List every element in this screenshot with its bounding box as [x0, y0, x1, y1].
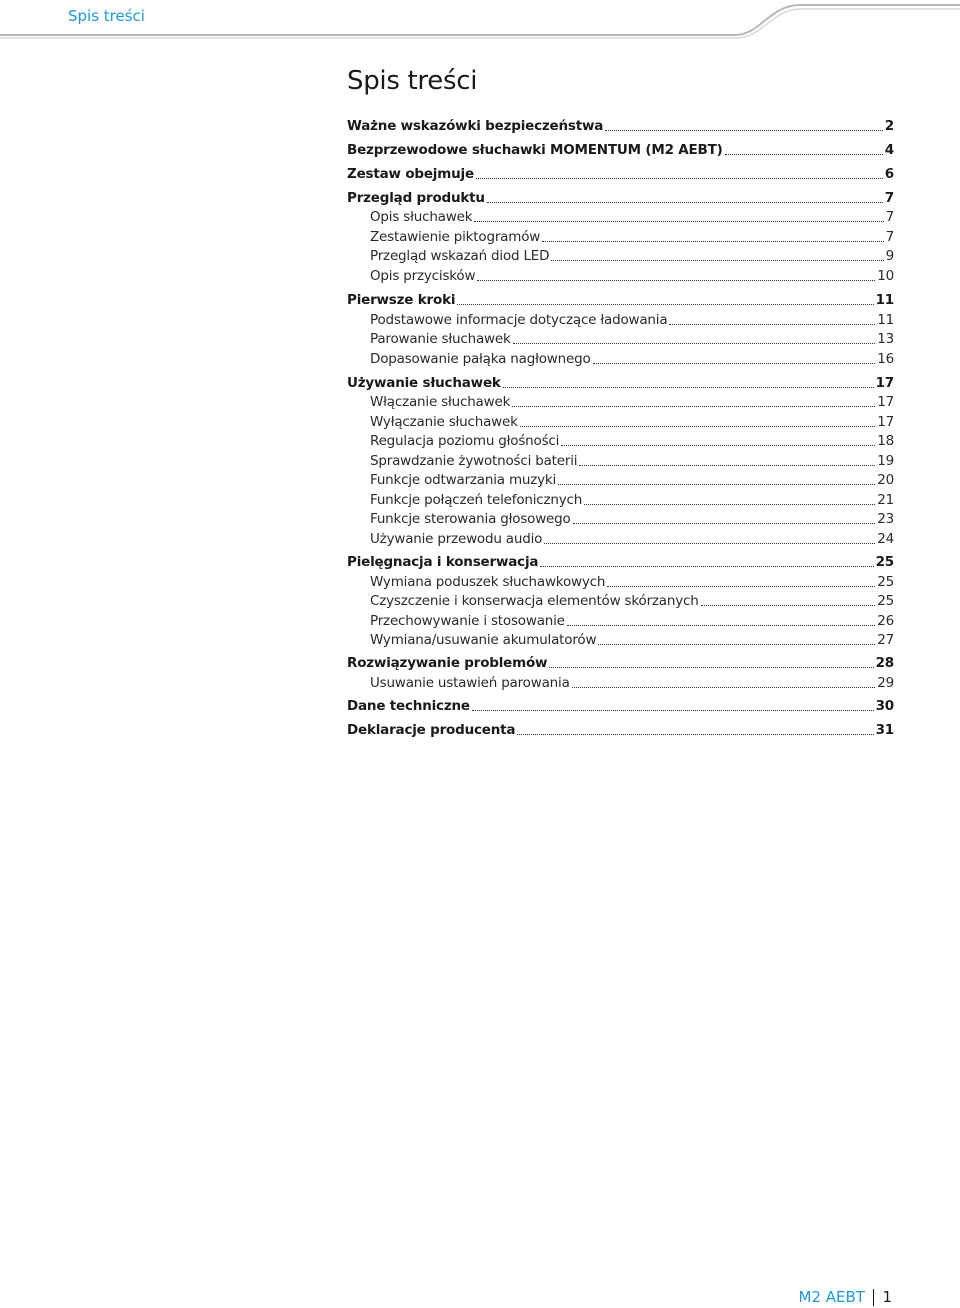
toc-entry-label: Wymiana poduszek słuchawkowych	[370, 574, 606, 590]
toc-entry-label: Funkcje odtwarzania muzyki	[370, 472, 557, 488]
toc-entry[interactable]	[347, 290, 894, 310]
toc-entry-page: 11	[877, 312, 894, 328]
toc-entry[interactable]	[370, 329, 894, 349]
toc-entry[interactable]	[370, 392, 894, 412]
toc-entry-label: Dopasowanie pałąka nagłownego	[370, 351, 591, 367]
toc-dot-leader	[544, 542, 875, 544]
toc-entry[interactable]	[370, 227, 894, 247]
toc-entry[interactable]	[347, 552, 894, 572]
toc-entry[interactable]	[370, 412, 894, 432]
toc-dot-leader	[701, 604, 876, 606]
toc-entry-label: Podstawowe informacje dotyczące ładowania	[370, 312, 668, 328]
toc-entry-page: 2	[884, 118, 894, 134]
toc-entry-label: Przegląd wskazań diod LED	[370, 248, 550, 264]
page-title: Spis treści	[347, 66, 478, 96]
toc-entry-page: 7	[885, 229, 894, 245]
toc-entry[interactable]	[370, 310, 894, 330]
toc-dot-leader	[549, 666, 873, 668]
toc-entry-label: Wymiana/usuwanie akumulatorów	[370, 632, 597, 648]
toc-entry-page: 4	[884, 142, 894, 158]
toc-dot-leader	[472, 709, 874, 711]
toc-entry[interactable]	[347, 140, 894, 160]
toc-entry-page: 9	[885, 248, 894, 264]
toc-entry[interactable]	[370, 349, 894, 369]
toc-entry-page: 23	[877, 511, 894, 527]
toc-entry-page: 7	[884, 190, 894, 206]
toc-dot-leader	[605, 129, 883, 131]
toc-dot-leader	[520, 425, 875, 427]
toc-entry[interactable]	[370, 246, 894, 266]
toc-entry-page: 21	[877, 492, 894, 508]
toc-dot-leader	[540, 565, 873, 567]
toc-entry-label: Regulacja poziomu głośności	[370, 433, 560, 449]
toc-entry-page: 18	[877, 433, 894, 449]
toc-entry[interactable]	[370, 431, 894, 451]
toc-entry[interactable]	[370, 673, 894, 693]
toc-entry-label: Zestaw obejmuje	[347, 166, 474, 182]
toc-entry-label: Włączanie słuchawek	[370, 394, 511, 410]
toc-entry[interactable]	[370, 591, 894, 611]
toc-entry-label: Zestawienie piktogramów	[370, 229, 541, 245]
toc-entry-page: 25	[877, 593, 894, 609]
toc-dot-leader	[567, 624, 875, 626]
toc-entry-page: 27	[877, 632, 894, 648]
toc-dot-leader	[725, 153, 883, 155]
toc-dot-leader	[517, 733, 873, 735]
toc-dot-leader	[669, 323, 875, 325]
toc-entry-page: 17	[877, 394, 894, 410]
toc-entry-page: 19	[877, 453, 894, 469]
toc-entry-page: 25	[875, 554, 894, 570]
toc-entry-label: Pielęgnacja i konserwacja	[347, 554, 539, 570]
toc-entry-page: 31	[875, 722, 894, 738]
toc-entry[interactable]	[347, 188, 894, 208]
toc-entry-label: Usuwanie ustawień parowania	[370, 675, 570, 691]
toc-dot-leader	[457, 303, 873, 305]
toc-entry-label: Przechowywanie i stosowanie	[370, 613, 565, 629]
toc-entry-page: 16	[877, 351, 894, 367]
toc-entry[interactable]	[347, 653, 894, 673]
toc-entry-label: Ważne wskazówki bezpieczeństwa	[347, 118, 604, 134]
toc-entry[interactable]	[370, 207, 894, 227]
toc-entry[interactable]	[347, 373, 894, 393]
toc-entry[interactable]	[370, 451, 894, 471]
toc-entry-label: Deklaracje producenta	[347, 722, 516, 738]
toc-dot-leader	[607, 585, 875, 587]
toc-entry-page: 26	[877, 613, 894, 629]
toc-entry[interactable]	[370, 490, 894, 510]
toc-entry-page: 25	[877, 574, 894, 590]
toc-entry-label: Wyłączanie słuchawek	[370, 414, 518, 430]
toc-entry-page: 17	[875, 375, 894, 391]
footer-model-name: M2 AEBT	[798, 1288, 865, 1306]
toc-entry-label: Funkcje połączeń telefonicznych	[370, 492, 583, 508]
toc-dot-leader	[573, 522, 876, 524]
toc-dot-leader	[572, 686, 876, 688]
toc-entry-label: Pierwsze kroki	[347, 292, 456, 308]
toc-entry-label: Opis słuchawek	[370, 209, 473, 225]
toc-dot-leader	[512, 405, 875, 407]
toc-entry-label: Czyszczenie i konserwacja elementów skórzanych	[370, 593, 699, 609]
toc-entry-label: Sprawdzanie żywotności baterii	[370, 453, 578, 469]
page-footer	[799, 1288, 893, 1306]
toc-dot-leader	[542, 240, 884, 242]
toc-entry-page: 7	[885, 209, 894, 225]
toc-dot-leader	[476, 177, 883, 179]
toc-entry-page: 24	[877, 531, 894, 547]
toc-entry-label: Używanie przewodu audio	[370, 531, 543, 547]
toc-entry[interactable]	[370, 509, 894, 529]
toc-entry-page: 10	[877, 268, 894, 284]
toc-dot-leader	[474, 220, 883, 222]
toc-entry[interactable]	[370, 611, 894, 631]
toc-dot-leader	[598, 643, 875, 645]
toc-entry-label: Rozwiązywanie problemów	[347, 655, 548, 671]
toc-entry[interactable]	[370, 470, 894, 490]
toc-dot-leader	[558, 483, 875, 485]
toc-dot-leader	[561, 444, 875, 446]
toc-entry-page: 11	[875, 292, 894, 308]
footer-separator	[873, 1289, 875, 1306]
toc-entry[interactable]	[347, 116, 894, 136]
toc-dot-leader	[584, 503, 875, 505]
toc-entry[interactable]	[370, 630, 894, 650]
toc-entry-label: Parowanie słuchawek	[370, 331, 511, 347]
toc-entry-page: 29	[877, 675, 894, 691]
table-of-contents	[347, 0, 894, 760]
toc-entry-label: Używanie słuchawek	[347, 375, 501, 391]
toc-entry-label: Dane techniczne	[347, 698, 470, 714]
toc-entry-page: 13	[877, 331, 894, 347]
toc-entry[interactable]	[370, 266, 894, 286]
footer-page-number: 1	[882, 1288, 892, 1306]
toc-entry[interactable]	[370, 572, 894, 592]
header-section-title: Spis treści	[68, 7, 145, 25]
toc-entry-page: 30	[875, 698, 894, 714]
toc-dot-leader	[503, 386, 874, 388]
toc-entry[interactable]	[347, 164, 894, 184]
toc-entry-label: Przegląd produktu	[347, 190, 485, 206]
toc-entry-page: 17	[877, 414, 894, 430]
toc-entry-label: Funkcje sterowania głosowego	[370, 511, 571, 527]
toc-dot-leader	[579, 464, 875, 466]
toc-dot-leader	[477, 279, 875, 281]
toc-entry-page: 20	[877, 472, 894, 488]
toc-dot-leader	[487, 201, 883, 203]
toc-entry-page: 28	[875, 655, 894, 671]
toc-entry-label: Bezprzewodowe słuchawki MOMENTUM (M2 AEBT)	[347, 142, 723, 158]
toc-entry-label: Opis przycisków	[370, 268, 476, 284]
toc-entry[interactable]	[347, 696, 894, 716]
toc-entry[interactable]	[370, 529, 894, 549]
toc-dot-leader	[513, 342, 876, 344]
toc-dot-leader	[593, 362, 876, 364]
toc-entry[interactable]	[347, 720, 894, 740]
toc-entry-page: 6	[884, 166, 894, 182]
toc-dot-leader	[551, 259, 883, 261]
